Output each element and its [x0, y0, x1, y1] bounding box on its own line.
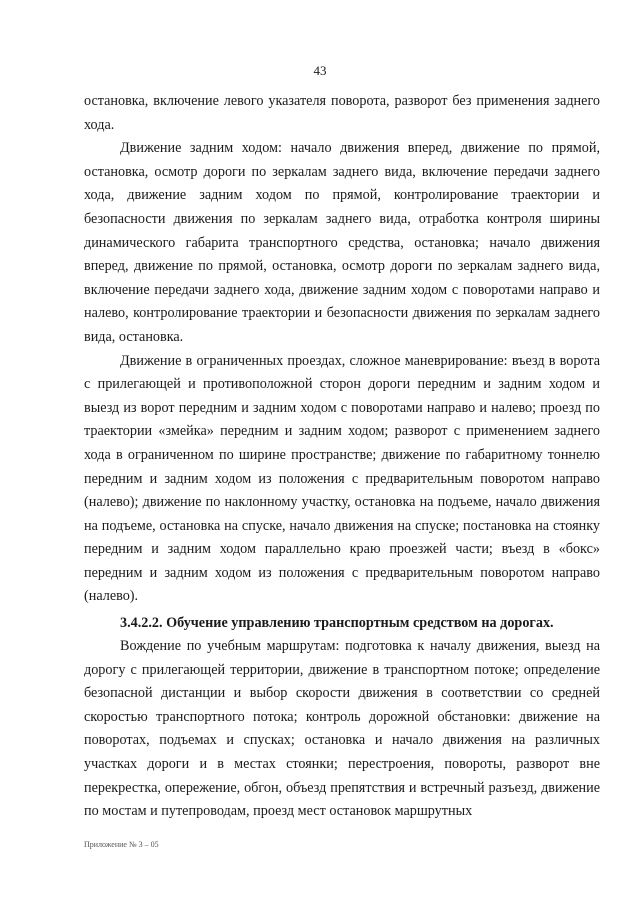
paragraph-reverse-driving: Движение задним ходом: начало движения вперед, движение по прямой, остановка, осмотр дороги по зеркалам заднего вида, включение передачи заднего хода, движение задним ходом по прямой, контролирование траектории и безопасности движения по зеркалам заднего вида, отработка контроля ширины динамического габарита транспортного средства, остановка; начало движения вперед, движение по прямой, остановка, осмотр дороги по зеркалам заднего вида, включение передачи заднего хода, движение задним ходом с поворотами направо и налево, контролирование траектории и безопасности движения по зеркалам заднего вида, остановка.	[84, 140, 600, 345]
paragraph-road-training: Вождение по учебным маршрутам: подготовка к началу движения, выезд на дорогу с прилегающей территории, движение в транспортном потоке; определение безопасной дистанции и выбор скорости движения в соответствии со средней скоростью транспортного потока; контроль дорожной обстановки: движение на поворотах, подъемах и спусках; остановка и начало движения на различных участках дороги и в местах стоянки; перестроения, повороты, разворот вне перекрестка, опережение, обгон, объезд препятствия и встречный разъезд, движение по мостам и путепроводам, проезд мест остановок маршрутных	[84, 638, 600, 820]
document-body	[84, 90, 600, 824]
paragraph-continuation: остановка, включение левого указателя поворота, разворот без применения заднего хода.	[84, 93, 600, 133]
footer-note: Приложение № 3 – 05	[84, 840, 159, 849]
section-heading: 3.4.2.2. Обучение управлению транспортным средством на дорогах.	[120, 615, 554, 632]
page-number: 43	[313, 63, 327, 78]
paragraph-limited-passages: Движение в ограниченных проездах, сложное маневрирование: въезд в ворота с прилегающей и противоположной сторон дороги передним и задним ходом и выезд из ворот передним и задним ходом с поворотами направо и налево; проезд по траектории «змейка» передним и задним ходом; разворот с применением заднего хода в ограниченном по ширине пространстве; движение по габаритному тоннелю передним и задним ходом из положения с предварительным поворотом направо (налево); движение по наклонному участку, остановка на подъеме, начало движения на подъеме, остановка на спуске, начало движения на спуске; постановка на стоянку передним и задним ходом параллельно краю проезжей части; въезд в «бокс» передним и задним ходом из положения с предварительным поворотом направо (налево).	[84, 352, 600, 605]
